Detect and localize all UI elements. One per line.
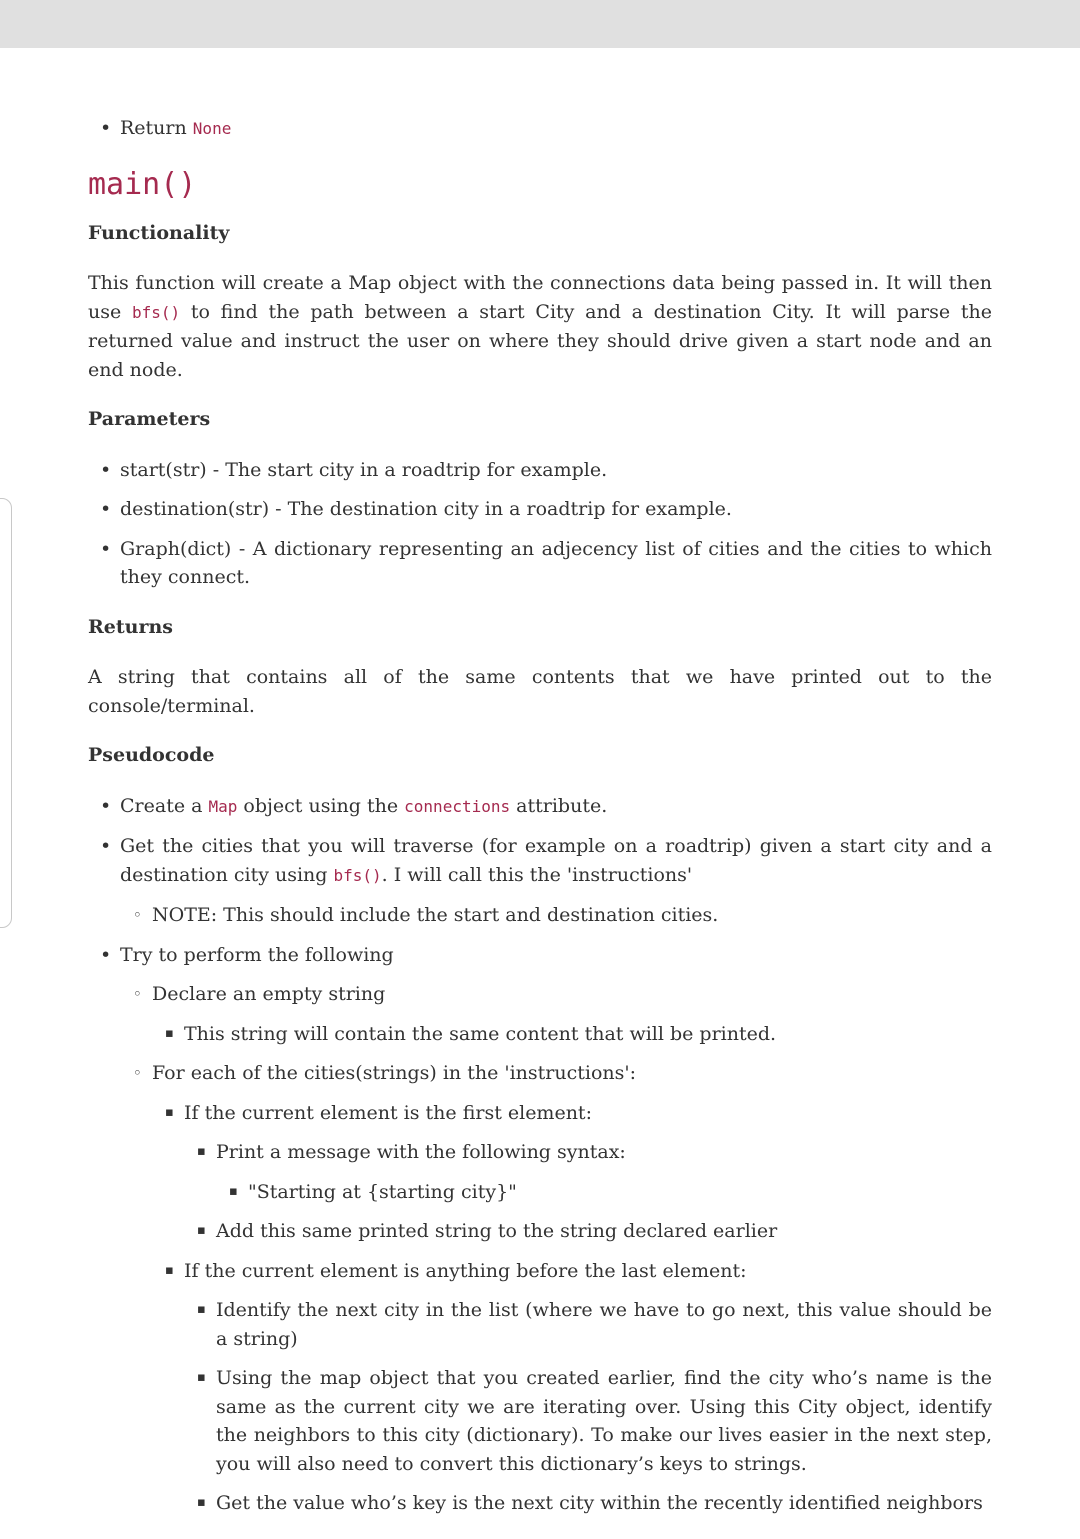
inline-code: Map [208, 796, 238, 816]
pseudocode-detail: ▪ Identify the next city in the list (where we have to go next, this value should be a string) [184, 1296, 992, 1353]
pseudocode-sublist [184, 1138, 992, 1246]
document-content [88, 114, 992, 1539]
inline-code: connections [404, 796, 511, 816]
parameters-list [88, 456, 992, 592]
functionality-heading: Functionality [88, 221, 230, 244]
pseudocode-list [88, 792, 992, 1518]
parameter-item: • destination(str) - The destination city in a roadtrip for example. [88, 495, 992, 524]
return-list [88, 114, 992, 144]
pseudocode-sublist [152, 1020, 992, 1049]
returns-paragraph: A string that contains all of the same contents that we have printed out to the console/terminal. [88, 666, 992, 717]
pseudocode-detail: ▪ If the current element is anything before the last element: ▪ Identify the next city in the list (where we have to go next, this value should be a string) ▪ Using the map object that you created earlier, find the city who’s name is the same as the current city we are iterating over. Using this City object, identify the neighbors to this city (dictionary). To make our lives easier in the next step, you will also need to convert this dictionary’s keys to strings. ▪ Get the value who’s key is the next city within the recently identified neighbors [152, 1257, 992, 1518]
pseudocode-step: • Get the cities that you will traverse (for example on a roadtrip) given a start city and a destination city using bfs(). I will call this the 'instructions' ◦ NOTE: This should include the start and destination cities. [88, 832, 992, 930]
pseudocode-detail: ▪ Print a message with the following syntax: ▪ "Starting at {starting city}" [184, 1138, 992, 1206]
pseudocode-substep: ◦ For each of the cities(strings) in the 'instructions': ▪ If the current element is the first element: ▪ Print a message with the following syntax: ▪ "Starting at {starting city}" ▪ Add this same printed string to the string declared earlier ▪ If the current element is anything before the last element: ▪ Identify the next city in the list (where we have to go next, this value should be a string) ▪ Using the map object that you created earlier, find the city who’s name is the same as the current city we are iterating over. Using this City object, identify the neighbors to this city (dictionary). To make our lives easier in the next step, you will also need to convert this dictionary’s keys to strings. ▪ Get the value who’s key is the next city within the recently identified neighbors [120, 1059, 992, 1518]
functionality-paragraph: This function will create a Map object with the connections data being passed in. It will then use bfs() to find the path between a start City and a destination City. It will parse the returned value and instruct the user on where they should drive given a start node and an end node. [88, 272, 992, 381]
inline-code: bfs() [131, 302, 181, 322]
returns-heading: Returns [88, 615, 173, 638]
list-item: • Return None [88, 114, 992, 144]
pseudocode-step: • Create a Map object using the connections attribute. [88, 792, 992, 822]
parameter-item: • Graph(dict) - A dictionary representing an adjecency list of cities and the cities to which they connect. [88, 535, 992, 592]
pseudocode-step: • Try to perform the following ◦ Declare an empty string ▪ This string will contain the same content that will be printed. ◦ For each of the cities(strings) in the 'instructions': ▪ If the current element is the first element: ▪ Print a message with the following syntax: ▪ "Starting at {starting city}" ▪ Add this same printed string to the string declared earlier ▪ If the current element is anything before the last element: ▪ Identify the next city in the list (where we have to go next, this value should be a string) ▪ Using the map object that you created earlier, find the city who’s name is the same as the current city we are iterating over. Using this City object, identify the neighbors to this city (dictionary). To make our lives easier in the next step, you will also need to convert this dictionary’s keys to strings. ▪ Get the value who’s key is the next city within the recently identified neighbors [88, 941, 992, 1518]
pseudocode-detail: ▪ This string will contain the same content that will be printed. [152, 1020, 992, 1049]
pseudocode-sublist [120, 980, 992, 1518]
top-bar [0, 0, 1080, 48]
parameter-item: • start(str) - The start city in a roadtrip for example. [88, 456, 992, 485]
pseudocode-detail: ▪ Add this same printed string to the string declared earlier [184, 1217, 992, 1246]
pseudocode-sublist [120, 901, 992, 930]
inline-code: bfs() [333, 865, 382, 885]
pseudocode-note: ◦ NOTE: This should include the start and destination cities. [120, 901, 992, 930]
pseudocode-sublist [184, 1296, 992, 1518]
inline-code: None [192, 119, 232, 138]
pseudocode-detail: ▪ Using the map object that you created earlier, find the city who’s name is the same as the current city we are iterating over. Using this City object, identify the neighbors to this city (dictionary). To make our lives easier in the next step, you will also need to convert this dictionary’s keys to strings. [184, 1364, 992, 1478]
section-title: main() [88, 166, 197, 202]
pseudocode-sublist [216, 1178, 992, 1207]
parameters-heading: Parameters [88, 408, 211, 430]
side-panel-tab[interactable] [0, 498, 12, 928]
pseudocode-heading: Pseudocode [88, 744, 215, 766]
pseudocode-detail: ▪ Get the value who’s key is the next city within the recently identified neighbors [184, 1489, 992, 1518]
pseudocode-detail: ▪ If the current element is the first element: ▪ Print a message with the following syntax: ▪ "Starting at {starting city}" ▪ Add this same printed string to the string declared earlier [152, 1099, 992, 1246]
pseudocode-sublist [152, 1099, 992, 1518]
pseudocode-substep: ◦ Declare an empty string ▪ This string will contain the same content that will be printed. [120, 980, 992, 1048]
pseudocode-detail: ▪ "Starting at {starting city}" [216, 1178, 992, 1207]
